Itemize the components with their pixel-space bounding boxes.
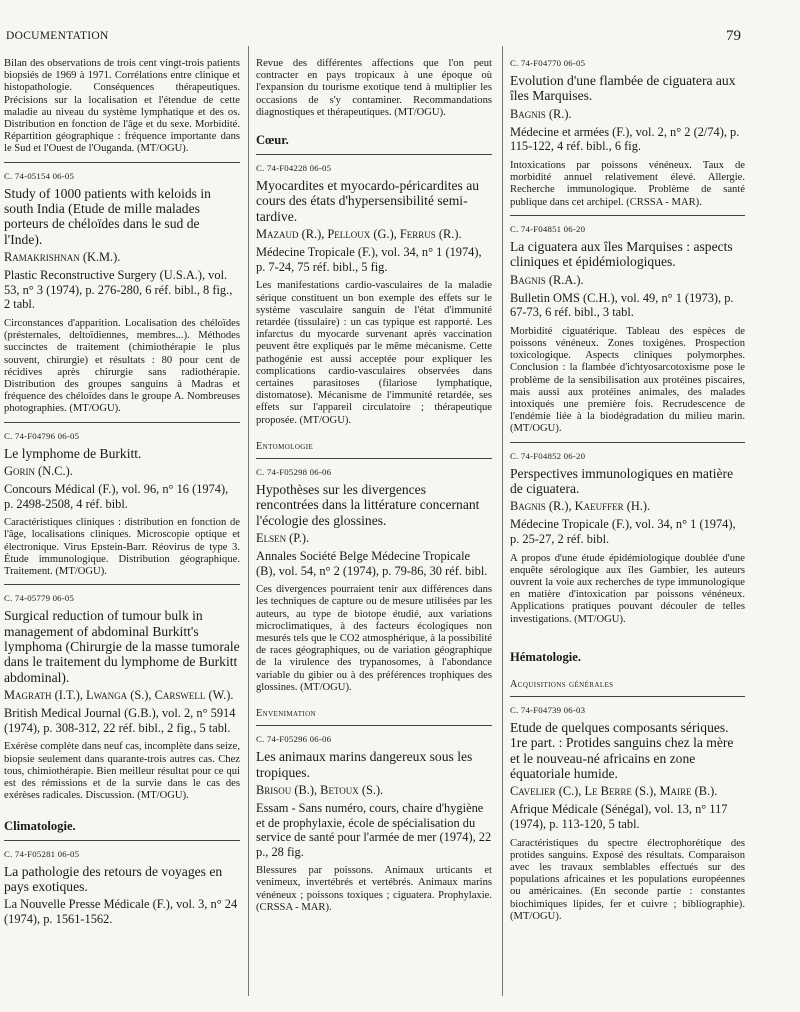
entry-divider [510, 442, 745, 443]
entry-authors: Cavelier (C.), Le Berre (S.), Maire (B.). [510, 784, 718, 799]
entry-abstract: Ces divergences pourraient tenir aux différences dans les techniques de capture ou de mesure utilisées par les auteurs, au type de biotope étudié, aux variations microclimatiques, à des facteurs écologiques non mesurés tels que le CO2 atmosphérique, à la possibilité de races géographiques, ou de variation géographique de la virulence des trypanosomes, à l'abondance variable du gibier ou à des préférences trophiques des glossines. (MT/OGU). [256, 584, 492, 693]
entry-title: Myocardites et myocardo-péricardites au cours des états d'hypersensibilité semi-tardive. [256, 178, 480, 224]
entry-reference: C. 74-F05298 06-06 [256, 466, 332, 477]
subsection-heading: Acquisitions générales [510, 678, 614, 690]
entry-title: Le lymphome de Burkitt. [4, 445, 142, 461]
entry-reference: C. 74-05154 06-05 [4, 170, 75, 181]
entry-divider [256, 458, 492, 459]
entry-title: Les animaux marins dangereux sous les tropiques. [256, 749, 473, 780]
entry-abstract: A propos d'une étude épidémiologique doublée d'une enquête sérologique aux îles Gambier, les auteurs ouvrent la voie aux recherches de type immunologique en matière d'intoxication par poissons vénéneux. Applications pratiques pouvant découler de telles investigations. (MT/OGU). [510, 552, 745, 625]
column-divider [248, 46, 249, 996]
entry-reference: C. 74-F04228 06-05 [256, 163, 332, 174]
entry-reference: C. 74-F04739 06-03 [510, 704, 586, 715]
entry-title: Etude de quelques composants sériques. 1re part. : Protides sanguins chez la mère et le nouveau-né africains en zone équatoriale humide. [510, 719, 734, 782]
entry-divider [510, 215, 745, 216]
entry-abstract: Exérèse complète dans neuf cas, incomplète dans seize, biopsie seulement dans quarante-trois autres cas. Chez tous, chimiothérapie. Bien meilleur résultat pour ce qui est des rémissions et de la survie dans le cas des exérèses radicales. Discussion. (MT/OGU). [4, 741, 240, 802]
entry-source: Afrique Médicale (Sénégal), vol. 13, n° 117 (1974), p. 113-120, 5 tabl. [510, 802, 728, 832]
entry-title: Study of 1000 patients with keloids in south India (Etude de mille malades porteurs de chéloïdes dans le sud de l'Inde). [4, 185, 211, 247]
entry-abstract: Morbidité ciguatérique. Tableau des espèces de poissons vénéneux. Zones toxigènes. Prospection toxicologique. Aspects cliniques polymorphes. Conclusion : la flambée d'ichtyosarcotoxisme pose le problème de la sensibilisation aux protéines piscaires, mais aussi aux protéines animales, des malades intoxiqués une première fois. Recrudescence de l'endémie liée à la biodégradation du milieu marin. (MT/OGU). [510, 325, 745, 435]
entry-source: Concours Médical (F.), vol. 96, n° 16 (1974), p. 2498-2508, 4 réf. bibl. [4, 482, 229, 511]
entry-reference: C. 74-F05296 06-06 [256, 734, 332, 745]
entry-authors: Magrath (I.T.), Lwanga (S.), Carswell (W.). [4, 688, 234, 703]
entry-abstract: Intoxications par poissons vénéneux. Taux de morbidité annuel relativement élevé. Allergie. Recherche immunologique. Problème de santé publique dans cet archipel. (CRSSA - MAR). [510, 160, 745, 208]
entry-title: Evolution d'une flambée de ciguatera aux îles Marquises. [510, 73, 736, 104]
column-right [510, 58, 745, 923]
entry-reference: C. 74-05779 06-05 [4, 593, 75, 604]
entry-source: Plastic Reconstructive Surgery (U.S.A.), vol. 53, n° 3 (1974), p. 276-280, 6 réf. bibl., 8 fig., 2 tabl. [4, 268, 233, 312]
subsection-heading: Entomologie [256, 440, 314, 452]
entry-authors: Gorin (N.C.). [4, 464, 73, 479]
entry-reference: C. 74-F05281 06-05 [4, 848, 80, 859]
entry-authors: Mazaud (R.), Pelloux (G.), Ferrus (R.). [256, 227, 462, 242]
entry-title: La pathologie des retours de voyages en pays exotiques. [4, 863, 223, 894]
entry-source: Médecine et armées (F.), vol. 2, n° 2 (2/74), p. 115-122, 4 réf. bibl., 6 fig. [510, 124, 740, 154]
entry-authors: Brisou (B.), Betoux (S.). [256, 782, 384, 797]
entry-title: Surgical reduction of tumour bulk in management of abdominal Burkitt's lymphoma (Chirurgie de la masse tumorale dans le traitement du lymphome de Burkitt abdominal). [4, 608, 240, 685]
entry-divider [4, 584, 240, 585]
entry-reference: C. 74-F04852 06-20 [510, 450, 586, 461]
entry-title: La ciguatera aux îles Marquises : aspects cliniques et épidémiologiques. [510, 238, 733, 270]
entry-reference: C. 74-F04796 06-05 [4, 430, 80, 441]
entry-divider [4, 840, 240, 841]
entry-source: Annales Société Belge Médecine Tropicale (B), vol. 54, n° 2 (1974), p. 79-86, 30 réf. bibl. [256, 549, 488, 578]
column-left [4, 58, 240, 933]
entry-source: La Nouvelle Presse Médicale (F.), vol. 3, n° 24 (1974), p. 1561-1562. [4, 897, 238, 926]
section-heading: Climatologie. [4, 818, 76, 833]
entry-reference: C. 74-F04770 06-05 [510, 58, 586, 68]
entry-divider [4, 422, 240, 423]
entry-divider [510, 696, 745, 697]
entry-authors: Ramakrishnan (K.M.). [4, 250, 121, 265]
entry-source: British Medical Journal (G.B.), vol. 2, n° 5914 (1974), p. 308-312, 22 réf. bibl., 2 fig., 5 tabl. [4, 706, 236, 735]
entry-divider [256, 725, 492, 726]
entry-authors: Elsen (P.). [256, 531, 310, 546]
entry-source: Médecine Tropicale (F.), vol. 34, n° 1 (1974), p. 25-27, 2 réf. bibl. [510, 517, 736, 547]
entry-authors: Bagnis (R.). [510, 106, 572, 121]
entry-source: Essam - Sans numéro, cours, chaire d'hygiène et de prophylaxie, école de spécialisation du service de santé pour l'armée de mer (1974), 22 p., 28 fig. [256, 800, 492, 859]
entry-divider [256, 154, 492, 155]
entry-reference: C. 74-F04851 06-20 [510, 223, 586, 234]
entry-divider [4, 162, 240, 163]
section-heading: Hématologie. [510, 649, 581, 664]
entry-abstract: Bilan des observations de trois cent vingt-trois patients biopsiés de 1969 à 1971. Corrélations entre clinique et histopathologie. Conséquences thérapeutiques. Précisions sur la localisation et l'étendue de cette maladie au niveau du système lymphatique et des os. Distribution en fonction de l'âge et du sexe. Morbidité. Répartition géographique : fréquence importante dans le Sud et l'Ouest de l'Ouganda. (MT/OGU). [4, 58, 240, 155]
entry-title: Hypothèses sur les divergences rencontrées dans la littérature concernant l'écologie des glossines. [256, 481, 480, 528]
entry-abstract: Circonstances d'apparition. Localisation des chéloïdes (présternales, deltoïdiennes, membres...). Méthodes succinctes de traitement (chimiothérapie le plus souvent, chirurgie) et résultats : 80 pour cent de récidives après chirurgie sans radiothérapie. Distribution des groupes sanguins à Madras et fréquence des chéloïdes dans le groupe A. Nombreuses photographies. (MT/OGU). [4, 318, 240, 415]
entry-abstract: Les manifestations cardio-vasculaires de la maladie sérique constituent un bon exemple des effets sur le système vasculaire sanguin de l'état d'immunité retardée (tissulaire) : un cas typique est rapporté. Les infarctus du myocarde survenant après vaccination peuvent être expliqués par le même mécanisme. Cette pathogénie est aussi acceptée pour expliquer les complications cardio-vasculaires observées dans certaines parasitoses (filariose lymphatique, distomatose). Mécanisme de l'immunité retardée, ses effets sur l'appareil circulatoire ; thérapeutique proposée. (MT/OGU). [256, 280, 492, 426]
section-heading: Cœur. [256, 133, 289, 148]
entry-title: Perspectives immunologiques en matière de ciguatera. [510, 465, 734, 497]
entry-abstract: Caractéristiques du spectre électrophorétique des protides sanguins. Exposé des résultats. Comparaison avec les travaux semblables effectués sur des populations africaines et les populations européennes ou américaines. (En seconde partie : constantes biochimiques lipides, fer et cuivre ; bibliographie). (MT/OGU). [510, 837, 745, 922]
entry-abstract: Caractéristiques cliniques : distribution en fonction de l'âge, localisations cliniques. Microscopie optique et électronique. Virus Epstein-Barr. Réovirus de type 3. Étude immunologique. Distribution géographique. Traitement. (MT/OGU). [4, 517, 240, 578]
entry-source: Médecine Tropicale (F.), vol. 34, n° 1 (1974), p. 7-24, 75 réf. bibl., 5 fig. [256, 245, 482, 274]
subsection-heading: Envenimation [256, 708, 317, 720]
page-number: 79 [726, 28, 741, 44]
entry-abstract: Blessures par poissons. Animaux urticants et venimeux, invertébrés et vertébrés. Animaux marins vénéneux ; poissons toxiques ; ciguatera. Prophylaxie. (CRSSA - MAR). [256, 865, 492, 913]
entry-authors: Bagnis (R.A.). [510, 272, 584, 287]
column-divider [502, 46, 503, 996]
entry-source: Bulletin OMS (C.H.), vol. 49, n° 1 (1973), p. 67-73, 6 réf. bibl., 3 tabl. [510, 290, 734, 320]
entry-abstract: Revue des différentes affections que l'on peut contracter en pays tropicaux à une époque où l'expansion du tourisme exotique tend à multiplier les occasions de s'y contaminer. Recommandations diagnostiques et thérapeutiques. (MT/OGU). [256, 58, 492, 118]
column-middle [256, 58, 492, 914]
entry-authors: Bagnis (R.), Kaeuffer (H.). [510, 499, 651, 514]
running-header: DOCUMENTATION [6, 30, 109, 42]
